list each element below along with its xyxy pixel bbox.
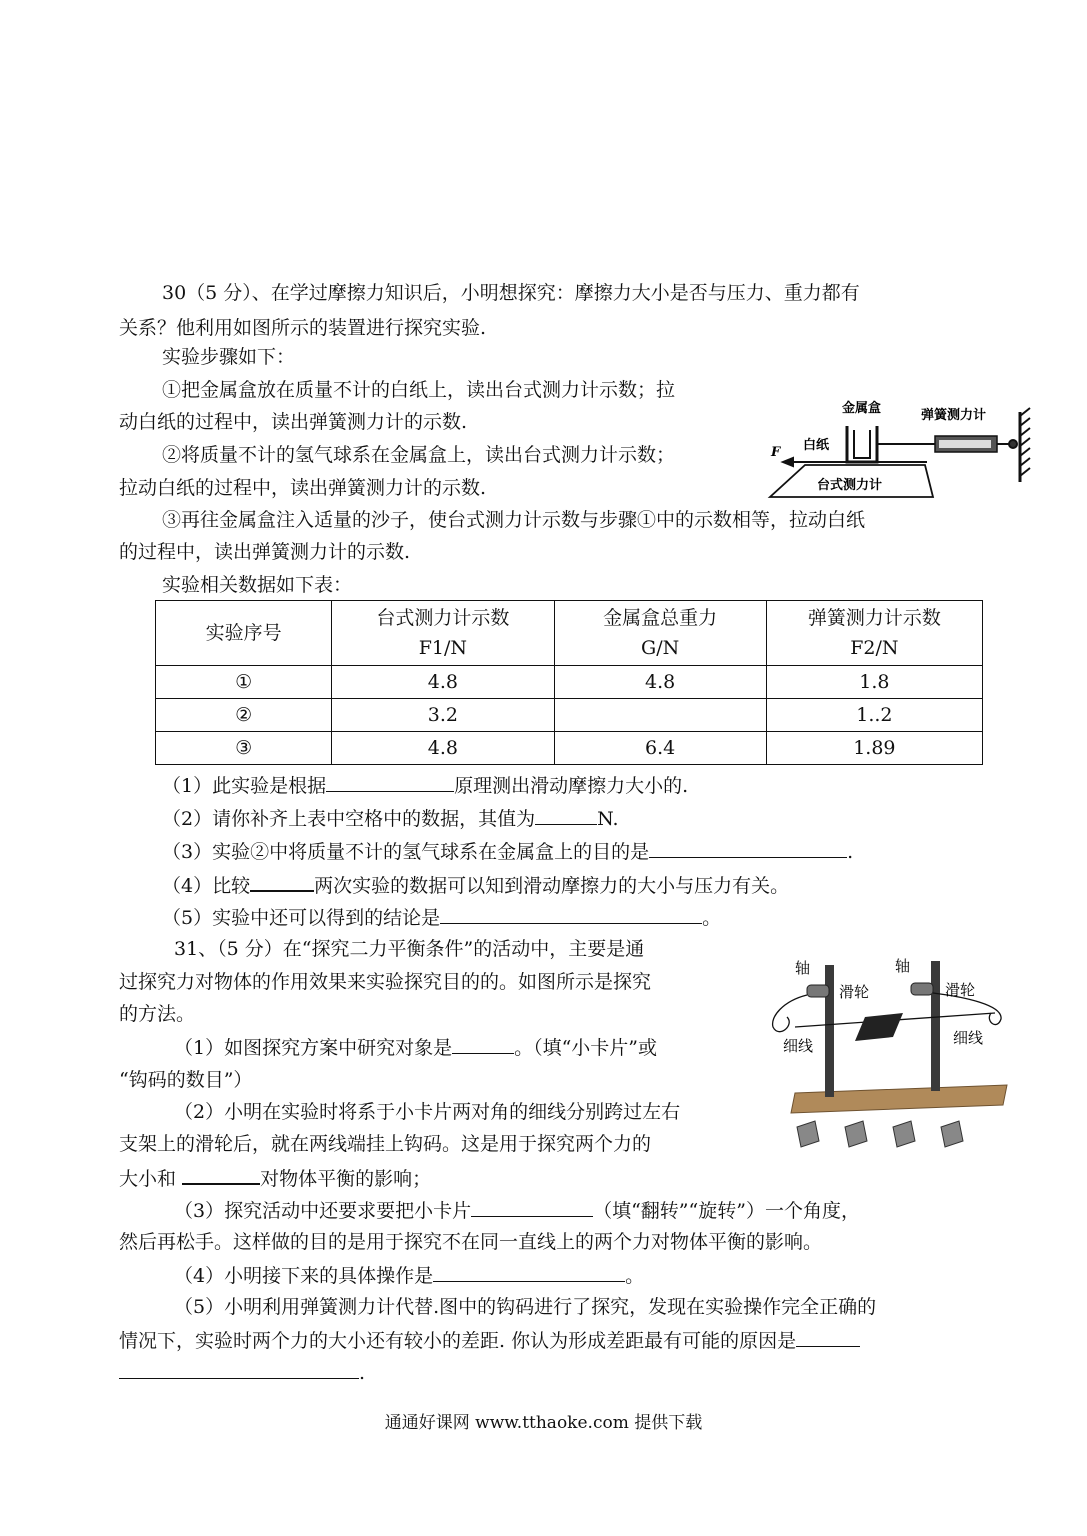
q31-line1: 31、（5 分）在“探究二力平衡条件”的活动中，主要是通	[174, 938, 645, 960]
q30-step1b: 动白纸的过程中，读出弹簧测力计的示数.	[119, 411, 468, 433]
q30-step2a: ②将质量不计的氢气球系在金属盒上，读出台式测力计示数；	[162, 444, 676, 466]
experiment-data-table	[155, 600, 983, 765]
answer-blank[interactable]	[452, 1035, 514, 1054]
label-pulley-left: 滑轮	[839, 983, 870, 1001]
q30-sub1: （1）此实验是根据 原理测出滑动摩擦力大小的.	[162, 775, 689, 797]
q31-sub2cd: 大小和 对物体平衡的影响；	[119, 1165, 431, 1191]
label-thread-right: 细线	[953, 1029, 984, 1047]
answer-blank[interactable]	[535, 806, 597, 825]
answer-blank[interactable]	[250, 872, 314, 892]
q30-step3b: 的过程中，读出弹簧测力计的示数.	[119, 541, 411, 563]
answer-blank[interactable]	[440, 905, 702, 924]
answer-blank[interactable]	[326, 773, 454, 792]
table-cell: ③	[156, 732, 332, 765]
q31-sub2b: 支架上的滑轮后，就在两线端挂上钩码。这是用于探究两个力的	[119, 1133, 652, 1155]
q30-line1: 30（5 分）、在学过摩擦力知识后，小明想探究：摩擦力大小是否与压力、重力都有	[162, 282, 860, 304]
label-thread-left: 细线	[783, 1037, 814, 1055]
header-cell: 台式测力计示数 F1/N	[332, 601, 554, 666]
q31-sub2a: （2）小明在实验时将系于小卡片两对角的细线分别跨过左右	[174, 1101, 681, 1123]
label-spring-gauge: 弹簧测力计	[921, 408, 987, 423]
answer-blank[interactable]	[119, 1360, 359, 1379]
q31-sub4: （4）小明接下来的具体操作是 。	[174, 1265, 645, 1287]
answer-blank[interactable]	[471, 1198, 593, 1217]
q31-sub5a: （5）小明利用弹簧测力计代替.图中的钩码进行了探究，发现在实验操作完全正确的	[174, 1296, 877, 1318]
label-metal-box: 金属盒	[842, 401, 882, 416]
table-cell: 3.2	[332, 699, 554, 732]
q30-steps-title: 实验步骤如下：	[162, 346, 296, 368]
label-paper: 白纸	[803, 438, 830, 453]
q30-table-intro: 实验相关数据如下表：	[162, 574, 353, 596]
table-cell: 4.8	[554, 666, 766, 699]
label-force: F	[771, 445, 781, 460]
table-cell: ①	[156, 666, 332, 699]
table-cell: 4.8	[332, 732, 554, 765]
q30-sub5: （5）实验中还可以得到的结论是 。	[162, 907, 722, 929]
label-scale: 台式测力计	[817, 478, 883, 493]
answer-blank[interactable]	[433, 1263, 625, 1282]
label-pulley-right: 滑轮	[945, 981, 976, 999]
q30-sub4: （4）比较 两次实验的数据可以知到滑动摩擦力的大小与压力有关。	[162, 872, 789, 898]
q31-sub5c: .	[119, 1360, 365, 1385]
label-axis-left: 轴	[795, 959, 811, 977]
answer-blank[interactable]	[182, 1165, 260, 1185]
q30-sub2: （2）请你补齐上表中空格中的数据，其值为 N.	[162, 808, 619, 830]
q30-step3a: ③再往金属盒注入适量的沙子，使台式测力计示数与步骤①中的示数相等，拉动白纸	[162, 509, 866, 531]
table-cell	[554, 699, 766, 732]
q30-sub3: （3）实验②中将质量不计的氢气球系在金属盒上的目的是 .	[162, 841, 854, 863]
header-cell: 实验序号	[156, 601, 332, 666]
header-cell: 弹簧测力计示数 F2/N	[766, 601, 982, 666]
table-cell: 6.4	[554, 732, 766, 765]
page-footer: 通通好课网 www.tthaoke.com 提供下载	[384, 1413, 703, 1433]
table-cell: 1..2	[766, 699, 982, 732]
q30-step2b: 拉动白纸的过程中，读出弹簧测力计的示数.	[119, 477, 487, 499]
label-axis-right: 轴	[895, 957, 911, 975]
q31-line3: 的方法。	[119, 1003, 196, 1025]
q31-sub1c: “钩码的数目”）	[119, 1069, 253, 1091]
q30-step1a: ①把金属盒放在质量不计的白纸上，读出台式测力计示数；拉	[162, 379, 676, 401]
table-cell: 1.8	[766, 666, 982, 699]
two-force-balance-figure	[765, 955, 1010, 1160]
answer-blank[interactable]	[649, 839, 847, 858]
table-cell: 1.89	[766, 732, 982, 765]
q31-sub5b: 情况下，实验时两个力的大小还有较小的差距. 你认为形成差距最有可能的原因是	[119, 1328, 860, 1353]
table-cell: ②	[156, 699, 332, 732]
q31-sub3c: 然后再松手。这样做的目的是用于探究不在同一直线上的两个力对物体平衡的影响。	[119, 1231, 823, 1253]
table-row	[156, 699, 983, 732]
q31-line2: 过探究力对物体的作用效果来实验探究目的的。如图所示是探究	[119, 971, 652, 993]
table-row	[156, 732, 983, 765]
friction-apparatus-figure	[765, 392, 1035, 504]
table-cell: 4.8	[332, 666, 554, 699]
table-row	[156, 666, 983, 699]
q31-sub3: （3）探究活动中还要求要把小卡片 （填“翻转”“旋转”）一个角度，	[174, 1200, 860, 1222]
q30-line2: 关系？他利用如图所示的装置进行探究实验.	[119, 317, 487, 339]
header-cell: 金属盒总重力 G/N	[554, 601, 766, 666]
q31-sub1: （1）如图探究方案中研究对象是 。（填“小卡片”或	[174, 1037, 658, 1059]
answer-blank[interactable]	[796, 1328, 860, 1347]
table-header-row	[156, 601, 983, 666]
